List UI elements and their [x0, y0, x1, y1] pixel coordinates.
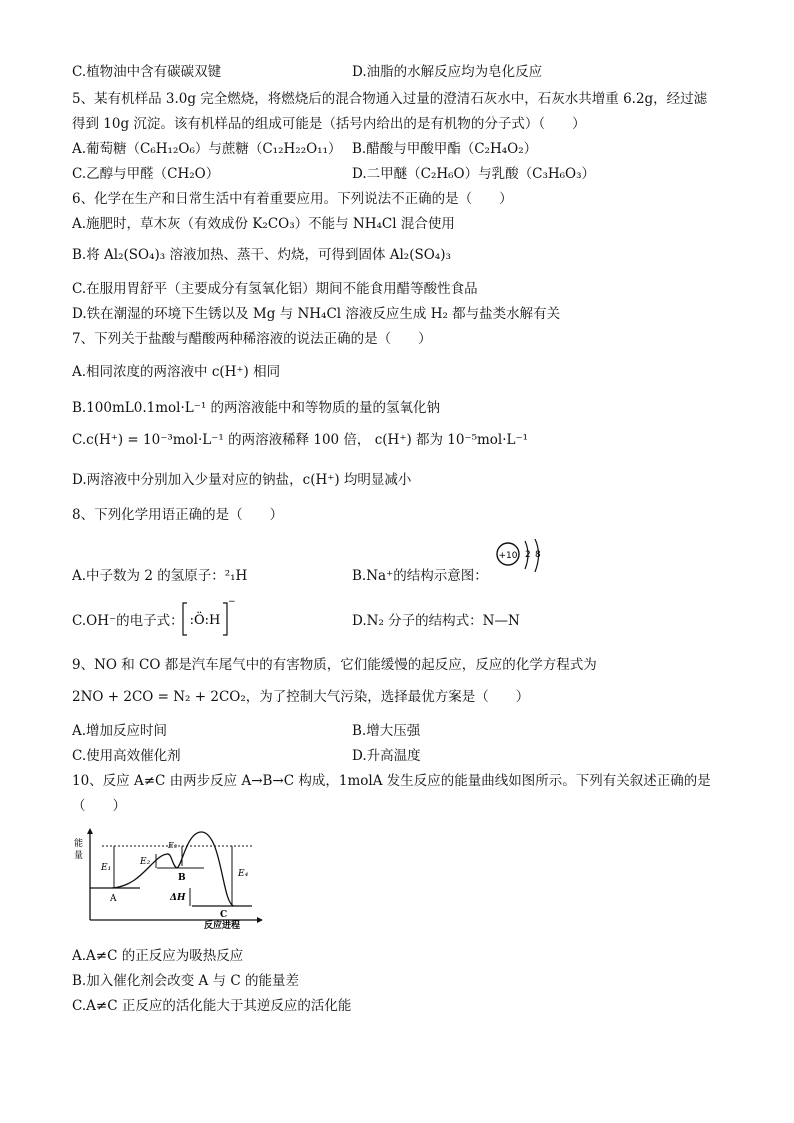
q8-option-d: D.N₂ 分子的结构式：N—N [352, 613, 520, 629]
q7-stem: 7、下列关于盐酸与醋酸两种稀溶液的说法正确的是（ ） [72, 331, 432, 347]
q5-option-d: D.二甲醚（C₂H₆O）与乳酸（C₃H₆O₃） [352, 166, 596, 182]
q9-equation: 2NO + 2CO = N₂ + 2CO₂，为了控制大气污染，选择最优方案是（ ） [72, 689, 530, 705]
y-axis-label-1: 能 [74, 839, 84, 849]
q5-stem-cont: 得到 10g 沉淀。该有机样品的组成可能是（括号内给出的是有机物的分子式）（ ） [72, 116, 586, 132]
q5-option-a: A.葡萄糖（C₆H₁₂O₆）与蔗糖（C₁₂H₂₂O₁₁） [72, 141, 342, 157]
nucleus-charge: +10 [498, 551, 518, 561]
q8-stem: 8、下列化学用语正确的是（ ） [72, 507, 284, 523]
q9-option-a: A.增加反应时间 [72, 723, 168, 739]
oh-electron-formula [181, 597, 236, 638]
q10-stem: 10、反应 A≠C 由两步反应 A→B→C 构成，1molA 发生反应的能量曲线如图所示。下列有关叙述正确的是 [72, 773, 711, 789]
left-bracket [183, 603, 187, 635]
y-axis-label-2: 量 [74, 851, 84, 861]
label-e3: E₃ [168, 841, 178, 850]
q6-option-a: A.施肥时，草木灰（有效成份 K₂CO₃）不能与 NH₄Cl 混合使用 [72, 216, 455, 232]
q10-option-c: C.A≠C 正反应的活化能大于其逆反应的活化能 [72, 998, 352, 1014]
q5-stem: 5、某有机样品 3.0g 完全燃烧，将燃烧后的混合物通入过量的澄清石灰水中，石灰水共增重 6.2g，经过滤 [72, 91, 708, 107]
label-e1: E₁ [101, 863, 112, 873]
q4-option-c: C.植物油中含有碳碳双键 [72, 64, 222, 80]
q7-option-a: A.相同浓度的两溶液中 c(H⁺) 相同 [72, 364, 281, 380]
q6-stem: 6、化学在生产和日常生活中有着重要应用。下列说法不正确的是（ ） [72, 191, 513, 207]
label-a: A [110, 894, 117, 904]
q10-option-a: A.A≠C 的正反应为吸热反应 [72, 948, 244, 964]
q4-option-d: D.油脂的水解反应均为皂化反应 [352, 64, 543, 80]
q5-option-c: C.乙醇与甲醛（CH₂O） [72, 166, 220, 182]
q8-option-a: A.中子数为 2 的氢原子：²₁H [72, 568, 248, 584]
label-e2: E₂ [140, 857, 151, 867]
q8-option-b: B.Na⁺的结构示意图： [352, 568, 488, 584]
q6-option-b: B.将 Al₂(SO₄)₃ 溶液加热、蒸干、灼烧，可得到固体 Al₂(SO₄)₃ [72, 247, 451, 263]
shell2-electrons: 8 [535, 550, 541, 560]
label-b: B [178, 873, 186, 883]
energy-profile-diagram [72, 826, 267, 931]
oh-formula-text: :Ö:H [189, 613, 221, 628]
q9-option-d: D.升高温度 [352, 748, 421, 764]
q6-option-c: C.在服用胃舒平（主要成分有氢氧化铝）期间不能食用醋等酸性食品 [72, 281, 478, 297]
q8-option-c: C.OH⁻的电子式： [72, 613, 184, 629]
q6-option-d: D.铁在潮湿的环境下生锈以及 Mg 与 NH₄Cl 溶液反应生成 H₂ 都与盐类水解有关 [72, 306, 561, 322]
q5-option-b: B.醋酸与甲酸甲酯（C₂H₄O₂） [352, 141, 538, 157]
q9-option-c: C.使用高效催化剂 [72, 748, 181, 764]
x-axis-arrow [257, 917, 263, 923]
q7-option-d: D.两溶液中分别加入少量对应的钠盐，c(H⁺) 均明显减小 [72, 472, 412, 488]
na-ion-structure-diagram [495, 537, 555, 577]
charge-minus: − [228, 597, 236, 607]
shell1-electrons: 2 [525, 550, 531, 560]
q9-stem: 9、NO 和 CO 都是汽车尾气中的有害物质，它们能缓慢的起反应，反应的化学方程式为 [72, 657, 597, 673]
y-axis-arrow [87, 828, 93, 834]
q10-stem-cont: （ ） [72, 798, 126, 814]
q7-option-c: C.c(H⁺) = 10⁻³mol·L⁻¹ 的两溶液稀释 100 倍， c(H⁺) 都为 10⁻⁵mol·L⁻¹ [72, 432, 529, 448]
label-c: C [220, 910, 228, 920]
q9-option-b: B.增大压强 [352, 723, 421, 739]
q10-option-b: B.加入催化剂会改变 A 与 C 的能量差 [72, 973, 299, 989]
right-bracket [223, 603, 227, 635]
q7-option-b: B.100mL0.1mol·L⁻¹ 的两溶液能中和等物质的量的氢氧化钠 [72, 400, 441, 416]
label-dh: ΔH [170, 893, 186, 903]
x-axis-label: 反应进程 [204, 921, 241, 931]
label-e4: E₄ [238, 869, 249, 879]
